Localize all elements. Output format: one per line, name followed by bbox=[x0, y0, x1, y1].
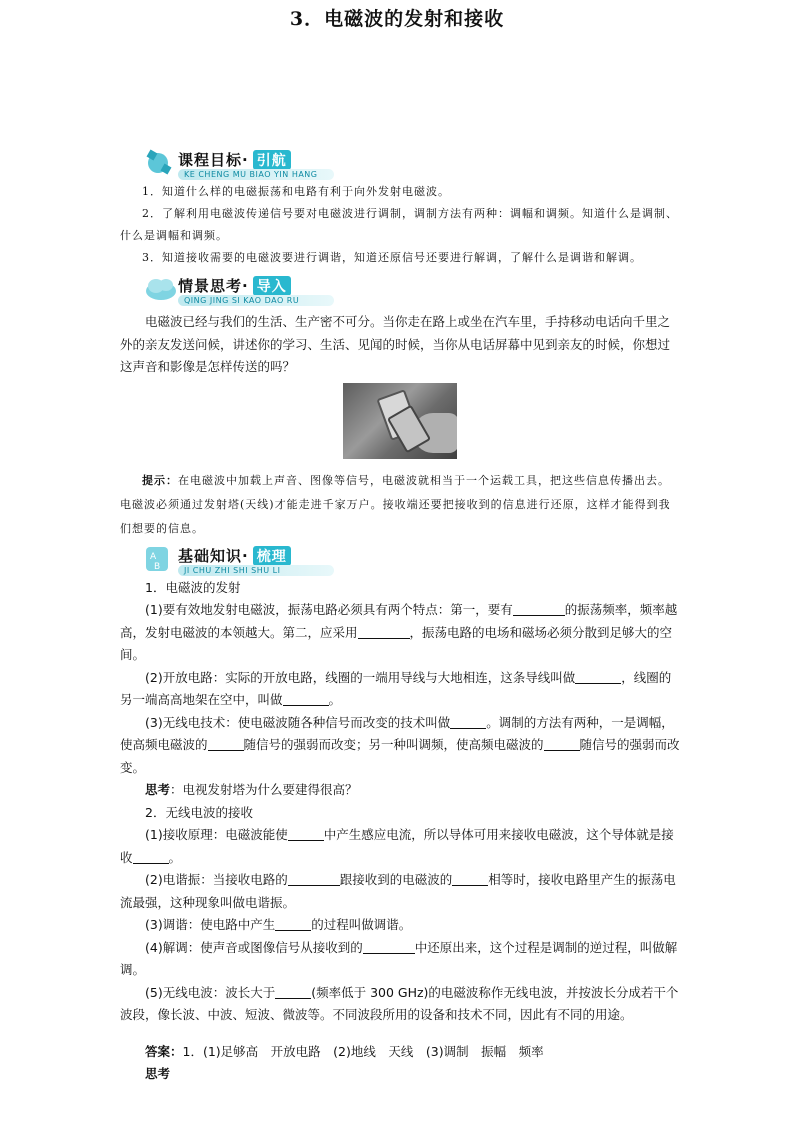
basic-knowledge bbox=[120, 577, 680, 1027]
think-banner-tag: 导入 bbox=[253, 276, 291, 296]
hint-paragraph bbox=[120, 469, 680, 541]
basic-banner-title: 基础知识· 梳理 bbox=[178, 545, 291, 566]
svg-text:A: A bbox=[150, 551, 157, 562]
answer-blank[interactable] bbox=[208, 736, 244, 751]
fill-blank-paragraph: (1)接收原理：电磁波能使 中产生感应电流，所以导体可用来接收电磁波，这个导体就是接收 。 bbox=[120, 827, 674, 865]
think-banner bbox=[144, 273, 680, 307]
fill-blank-paragraph: (2)开放电路：实际的开放电路，线圈的一端用导线与大地相连，这条导线叫做 ，线圈的另一端高高地架在空中，叫做 。 bbox=[120, 669, 672, 707]
think-label: 思考 bbox=[145, 782, 171, 797]
answer-blank[interactable] bbox=[544, 736, 580, 751]
answer-blank[interactable] bbox=[288, 871, 340, 886]
goals-banner-title: 课程目标· 引航 bbox=[178, 149, 291, 170]
answer-blank[interactable] bbox=[288, 826, 324, 841]
hint-label: 提示： bbox=[142, 473, 178, 487]
answer-blank[interactable] bbox=[358, 624, 410, 639]
answer-blank[interactable] bbox=[575, 669, 621, 684]
answer-blank[interactable] bbox=[133, 849, 169, 864]
document-body bbox=[120, 105, 680, 1085]
abc-icon bbox=[144, 543, 178, 575]
course-goals bbox=[120, 181, 680, 269]
page-title: 3．电磁波的发射和接收 bbox=[289, 8, 505, 30]
basic-banner-tag: 梳理 bbox=[253, 546, 291, 566]
answer-blank[interactable] bbox=[283, 691, 329, 706]
scenario-text-block bbox=[120, 311, 680, 379]
answer-blank[interactable] bbox=[450, 714, 486, 729]
satellite-icon bbox=[144, 147, 178, 179]
fill-blank-paragraph: (3)无线电技术：使电磁波随各种信号而改变的技术叫做 。调制的方法有两种，一是调幅，使高频电磁波的 随信号的强弱而改变；另一种叫调频，使高频电磁波的 随信号的强弱而改变。 bbox=[120, 714, 680, 775]
scenario-paragraph: 电磁波已经与我们的生活、生产密不可分。当你走在路上或坐在汽车里，手持移动电话向千里之外的亲友发送问候，讲述你的学习、生活、见闻的时候，当你从电话屏幕中见到亲友的时候，你想过这声音和影像是怎样传送的吗？ bbox=[120, 314, 671, 374]
fill-blank-paragraph: (1)要有效地发射电磁波，振荡电路必须具有两个特点：第一，要有 的振荡频率，频率越高，发射电磁波的本领越大。第二，应采用 ，振荡电路的电场和磁场必须分散到足够大的空间。 bbox=[120, 602, 678, 662]
cloud-icon bbox=[144, 273, 178, 305]
answer-label: 答案： bbox=[145, 1043, 183, 1059]
fill-blank-paragraph: (3)调谐：使电路中产生 的过程叫做调谐。 bbox=[145, 917, 412, 932]
section-heading: 2．无线电波的接收 bbox=[145, 804, 253, 820]
goal-item: 2．了解利用电磁波传递信号要对电磁波进行调制，调制方法有两种：调幅和调频。知道什么是调制、什么是调幅和调频。 bbox=[120, 207, 678, 242]
fill-blank-paragraph: (5)无线电波：波长大于 (频率低于 300 GHz)的电磁波称作无线电波，并按波长分成若干个波段，像长波、中波、短波、微波等。不同波段所用的设备和技术不同，因此有不同的用途。 bbox=[120, 984, 679, 1022]
goals-banner-tag: 引航 bbox=[253, 150, 291, 170]
goals-banner-subtitle: KE CHENG MU BIAO YIN HANG bbox=[178, 169, 334, 180]
basic-banner bbox=[144, 543, 680, 577]
think-question: 思考：电视发射塔为什么要建得很高？ bbox=[145, 782, 358, 797]
answer-blank[interactable] bbox=[452, 871, 488, 886]
fill-blank-paragraph: (4)解调：使声音或图像信号从接收到的 中还原出来，这个过程是调制的逆过程，叫做解调。 bbox=[120, 939, 678, 977]
answer-blank[interactable] bbox=[275, 916, 311, 931]
goals-banner bbox=[144, 147, 680, 181]
answer-blank[interactable] bbox=[275, 984, 311, 999]
answer-block bbox=[120, 1041, 680, 1085]
basic-banner-subtitle: JI CHU ZHI SHI SHU LI bbox=[178, 565, 334, 576]
answer-line bbox=[120, 1041, 680, 1063]
answer-think-label: 思考 bbox=[145, 1065, 171, 1081]
hint-text: 在电磁波中加载上声音、图像等信号，电磁波就相当于一个运载工具，把这些信息传播出去。电磁波必须通过发射塔(天线)才能走进千家万户。接收端还要把接收到的信息进行还原，这样才能得到我们想要的信息。 bbox=[120, 473, 671, 535]
think-banner-subtitle: QING JING SI KAO DAO RU bbox=[178, 295, 334, 306]
answer-text: 1．(1)足够高 开放电路 (2)地线 天线 (3)调制 振幅 频率 bbox=[182, 1043, 544, 1059]
goal-item: 1．知道什么样的电磁振荡和电路有利于向外发射电磁波。 bbox=[142, 185, 450, 198]
mobile-phone-photo bbox=[343, 383, 457, 459]
hint-block bbox=[120, 469, 680, 541]
fill-blank-paragraph: (2)电谐振：当接收电路的 跟接收到的电磁波的 相等时，接收电路里产生的振荡电流最强，这种现象叫做电谐振。 bbox=[120, 872, 676, 910]
goal-item: 3．知道接收需要的电磁波要进行调谐，知道还原信号还要进行解调，了解什么是调谐和解调。 bbox=[142, 251, 642, 264]
section-heading: 1．电磁波的发射 bbox=[145, 579, 241, 595]
svg-text:B: B bbox=[154, 561, 161, 572]
answer-blank[interactable] bbox=[363, 939, 415, 954]
think-banner-title: 情景思考· 导入 bbox=[178, 275, 291, 296]
answer-blank[interactable] bbox=[513, 601, 565, 616]
